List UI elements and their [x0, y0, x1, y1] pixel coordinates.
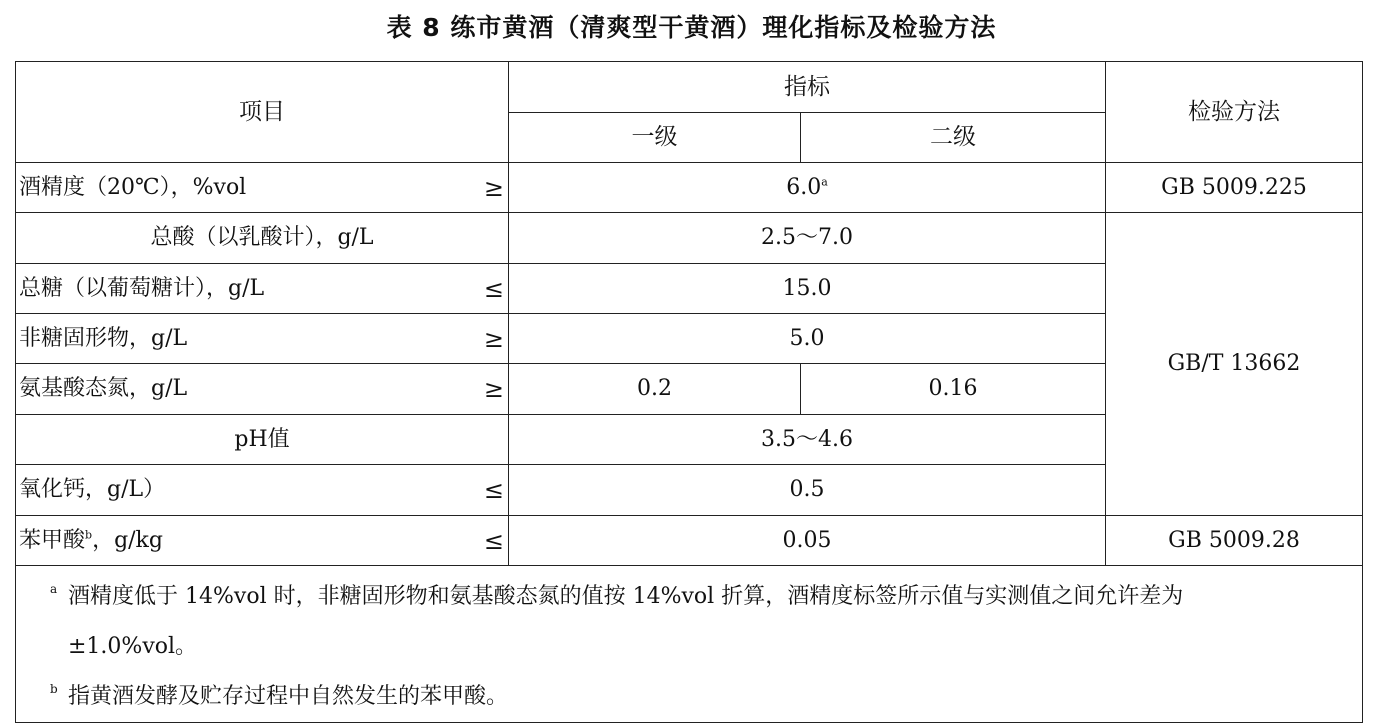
value-cell: 2.5～7.0	[509, 213, 1106, 264]
value-grade1-cell: 0.2	[509, 364, 801, 415]
table-row	[16, 516, 1363, 566]
item-cell	[16, 465, 509, 516]
header-grade1: 一级	[509, 113, 801, 163]
item-label: 酒精度（20℃），%vol	[19, 174, 247, 200]
operator: ≥	[483, 173, 504, 202]
value-cell: 0.5	[509, 465, 1106, 516]
method-cell: GB 5009.28	[1106, 516, 1363, 566]
item-cell	[16, 213, 509, 264]
item-cell	[16, 163, 509, 213]
item-label: 氧化钙，g/L）	[19, 477, 166, 502]
operator: ≤	[483, 526, 504, 555]
value-grade2-cell: 0.16	[801, 364, 1106, 415]
item-label: 非糖固形物，g/L	[19, 325, 188, 351]
item-label: 总酸（以乳酸计），g/L	[150, 225, 374, 250]
table-title: 表 8 练市黄酒（清爽型干黄酒）理化指标及检验方法	[386, 13, 997, 42]
footnote-mark-a: a	[821, 175, 828, 189]
item-cell	[16, 314, 509, 364]
spec-table	[15, 61, 1363, 723]
item-label: 氨基酸态氮，g/L	[19, 376, 188, 401]
value: 6.0	[786, 174, 822, 200]
footnote-mark-b: b	[85, 528, 93, 542]
item-label: 总糖（以葡萄糖计），g/L	[19, 275, 265, 301]
footnote-mark: a	[50, 582, 58, 596]
value-cell: 5.0	[509, 314, 1106, 364]
header-grade2: 二级	[801, 113, 1106, 163]
value-cell: 0.05	[509, 516, 1106, 566]
footnotes	[16, 566, 1363, 723]
method-cell: GB 5009.225	[1106, 163, 1363, 213]
item-label: pH值	[234, 426, 290, 452]
footnote-text-continued: ±1.0%vol。	[68, 634, 198, 659]
value-cell: 3.5～4.6	[509, 415, 1106, 465]
footnote-mark: b	[50, 682, 58, 696]
footnote-b	[50, 672, 1358, 722]
operator: ≥	[483, 375, 504, 403]
footnote-text: 指黄酒发酵及贮存过程中自然发生的苯甲酸。	[68, 684, 509, 709]
operator: ≤	[483, 476, 504, 504]
operator: ≥	[483, 324, 504, 353]
value-cell	[509, 163, 1106, 213]
table-row	[16, 213, 1363, 264]
item-unit: ，g/kg	[92, 527, 163, 553]
item-label: 苯甲酸	[19, 527, 86, 553]
table-row	[16, 163, 1363, 213]
operator: ≤	[483, 274, 504, 303]
header-item: 项目	[16, 62, 509, 163]
value-cell: 15.0	[509, 264, 1106, 314]
item-cell	[16, 516, 509, 566]
item-cell	[16, 415, 509, 465]
footnote-text: 酒精度低于 14%vol 时，非糖固形物和氨基酸态氮的值按 14%vol 折算，酒精度标签所示值与实测值之间允许差为	[68, 584, 1184, 609]
footnote-a	[50, 572, 1358, 672]
item-cell	[16, 264, 509, 314]
header-method: 检验方法	[1106, 62, 1363, 163]
item-cell	[16, 364, 509, 415]
shared-method-cell: GB/T 13662	[1106, 213, 1363, 516]
header-indicator: 指标	[509, 62, 1106, 113]
